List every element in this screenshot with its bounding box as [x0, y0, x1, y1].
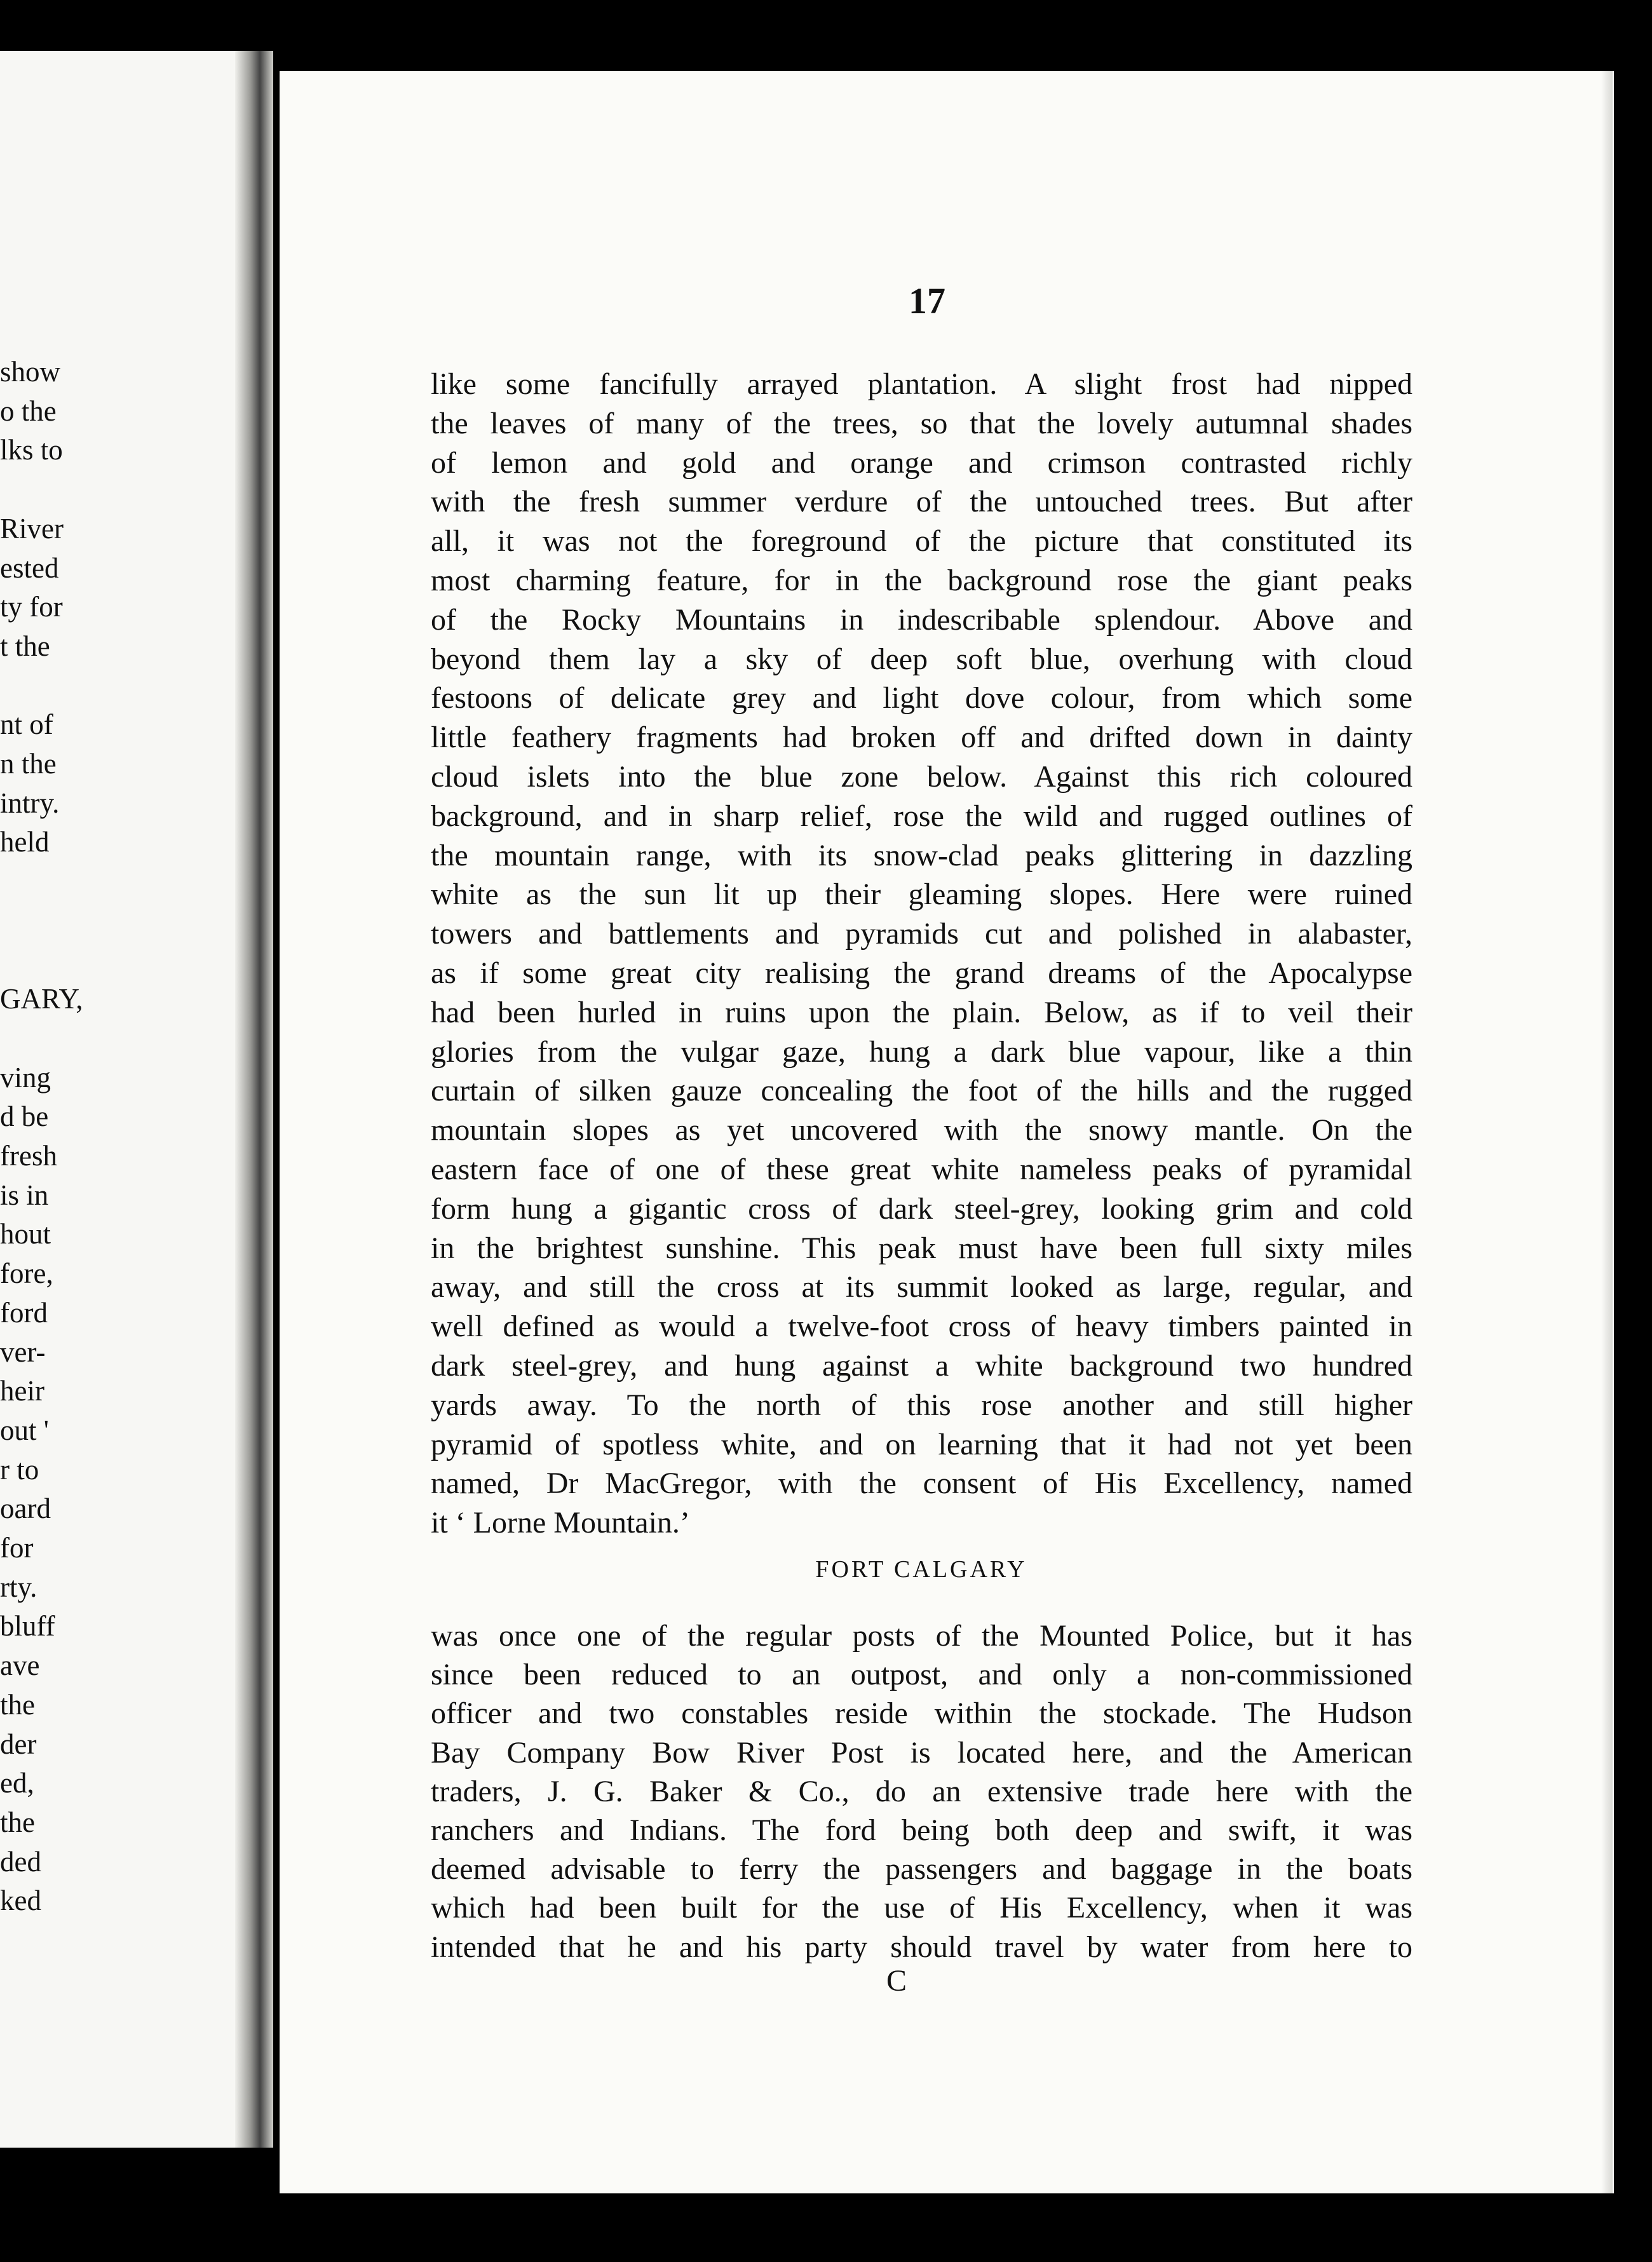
text-line: was once one of the regular posts of the Mounted Police, but it has	[431, 1619, 1412, 1653]
text-line: festoons of delicate grey and light dove colour, from which some	[431, 681, 1412, 715]
text-line: with the fresh summer verdure of the untouched trees. But after	[431, 485, 1412, 519]
section-heading: FORT CALGARY	[815, 1556, 1027, 1583]
text-line: in the brightest sunshine. This peak must have been full sixty miles	[431, 1231, 1412, 1265]
text-line: of lemon and gold and orange and crimson contrasted richly	[431, 445, 1412, 480]
facing-page-line: o the	[0, 395, 57, 427]
text-line: background, and in sharp relief, rose the wild and rugged outlines of	[431, 799, 1412, 833]
facing-page-line: ving	[0, 1061, 51, 1094]
facing-page-line: fresh	[0, 1140, 57, 1172]
text-line: had been hurled in ruins upon the plain. Below, as if to veil their	[431, 995, 1412, 1029]
facing-page-line: GARY,	[0, 983, 83, 1015]
facing-page-line: bluff	[0, 1610, 55, 1642]
text-line: mountain slopes as yet uncovered with the snowy mantle. On the	[431, 1113, 1412, 1148]
facing-page-line: River	[0, 512, 64, 545]
text-line: cloud islets into the blue zone below. Against this rich coloured	[431, 760, 1412, 794]
text-line: which had been built for the use of His Excellency, when it was	[431, 1891, 1412, 1925]
text-line: dark steel-grey, and hung against a white background two hundred	[431, 1349, 1412, 1383]
text-line: little feathery fragments had broken off and drifted down in dainty	[431, 721, 1412, 755]
text-line: of the Rocky Mountains in indescribable splendour. Above and	[431, 602, 1412, 637]
text-line: like some fancifully arrayed plantation. A slight frost had nipped	[431, 367, 1412, 401]
text-line: form hung a gigantic cross of dark steel-grey, looking grim and cold	[431, 1191, 1412, 1226]
text-line: deemed advisable to ferry the passengers and baggage in the boats	[431, 1852, 1412, 1886]
text-line: white as the sun lit up their gleaming slopes. Here were ruined	[431, 877, 1412, 912]
signature-mark: C	[886, 1964, 907, 1998]
facing-page-line: ver-	[0, 1336, 46, 1368]
text-line: officer and two constables reside within the stockade. The Hudson	[431, 1696, 1412, 1731]
text-line: since been reduced to an outpost, and only a non-commissioned	[431, 1658, 1412, 1692]
text-line: pyramid of spotless white, and on learning that it had not yet been	[431, 1427, 1412, 1461]
facing-page-line: der	[0, 1728, 37, 1760]
facing-page-line: nt of	[0, 708, 53, 741]
text-line: curtain of silken gauze concealing the foot of the hills and the rugged	[431, 1074, 1412, 1108]
facing-page-line: ty for	[0, 591, 63, 623]
facing-page-line: oard	[0, 1493, 51, 1525]
facing-page-line: out '	[0, 1414, 49, 1446]
facing-page-line: fore,	[0, 1257, 53, 1290]
page-edge-shadow	[1601, 71, 1613, 2193]
text-line: towers and battlements and pyramids cut and polished in alabaster,	[431, 917, 1412, 951]
text-line: yards away. To the north of this rose another and still higher	[431, 1388, 1412, 1422]
text-line: traders, J. G. Baker & Co., do an extensive trade here with the	[431, 1774, 1412, 1808]
text-line: away, and still the cross at its summit looked as large, regular, and	[431, 1270, 1412, 1304]
facing-page-line: ford	[0, 1296, 48, 1329]
facing-page-line: is in	[0, 1179, 49, 1211]
text-line: glories from the vulgar gaze, hung a dark blue vapour, like a thin	[431, 1034, 1412, 1069]
facing-page-line: hout	[0, 1218, 51, 1250]
facing-page-line: ded	[0, 1845, 41, 1878]
facing-page-line: heir	[0, 1375, 44, 1407]
text-line: eastern face of one of these great white nameless peaks of pyramidal	[431, 1153, 1412, 1186]
book-gutter	[235, 51, 273, 2148]
facing-page-line: rty.	[0, 1571, 37, 1603]
text-line: all, it was not the foreground of the picture that constituted its	[431, 524, 1412, 559]
text-line: Bay Company Bow River Post is located here, and the American	[431, 1735, 1412, 1770]
facing-page-fragment	[0, 51, 267, 2148]
facing-page-line: the	[0, 1806, 35, 1838]
facing-page-line: show	[0, 356, 61, 388]
facing-page-line: for	[0, 1532, 34, 1564]
facing-page-line: r to	[0, 1453, 39, 1486]
facing-page-line: ave	[0, 1649, 40, 1682]
facing-page-line: ked	[0, 1885, 41, 1917]
facing-page-line: ed,	[0, 1767, 34, 1799]
page-number: 17	[909, 280, 945, 322]
facing-page-line: lks to	[0, 434, 63, 466]
text-line: named, Dr MacGregor, with the consent of His Excellency, named	[431, 1466, 1412, 1501]
text-line: the leaves of many of the trees, so that the lovely autumnal shades	[431, 406, 1412, 440]
text-line: most charming feature, for in the background rose the giant peaks	[431, 564, 1412, 597]
facing-page-line: held	[0, 826, 50, 858]
text-line: as if some great city realising the grand dreams of the Apocalypse	[431, 956, 1412, 990]
facing-page-line: d be	[0, 1101, 49, 1133]
text-line: ranchers and Indians. The ford being both deep and swift, it was	[431, 1813, 1412, 1847]
text-line: well defined as would a twelve-foot cross of heavy timbers painted in	[431, 1310, 1412, 1344]
facing-page-line: the	[0, 1688, 35, 1721]
facing-page-line: ested	[0, 552, 59, 584]
text-line: intended that he and his party should travel by water from here to	[431, 1930, 1412, 1964]
facing-page-line: intry.	[0, 787, 60, 819]
facing-page-line: t the	[0, 630, 50, 662]
facing-page-line: n the	[0, 748, 57, 780]
text-line: beyond them lay a sky of deep soft blue, overhung with cloud	[431, 642, 1412, 676]
text-line: it ‘ Lorne Mountain.’	[431, 1506, 690, 1540]
text-line: the mountain range, with its snow-clad peaks glittering in dazzling	[431, 838, 1412, 872]
